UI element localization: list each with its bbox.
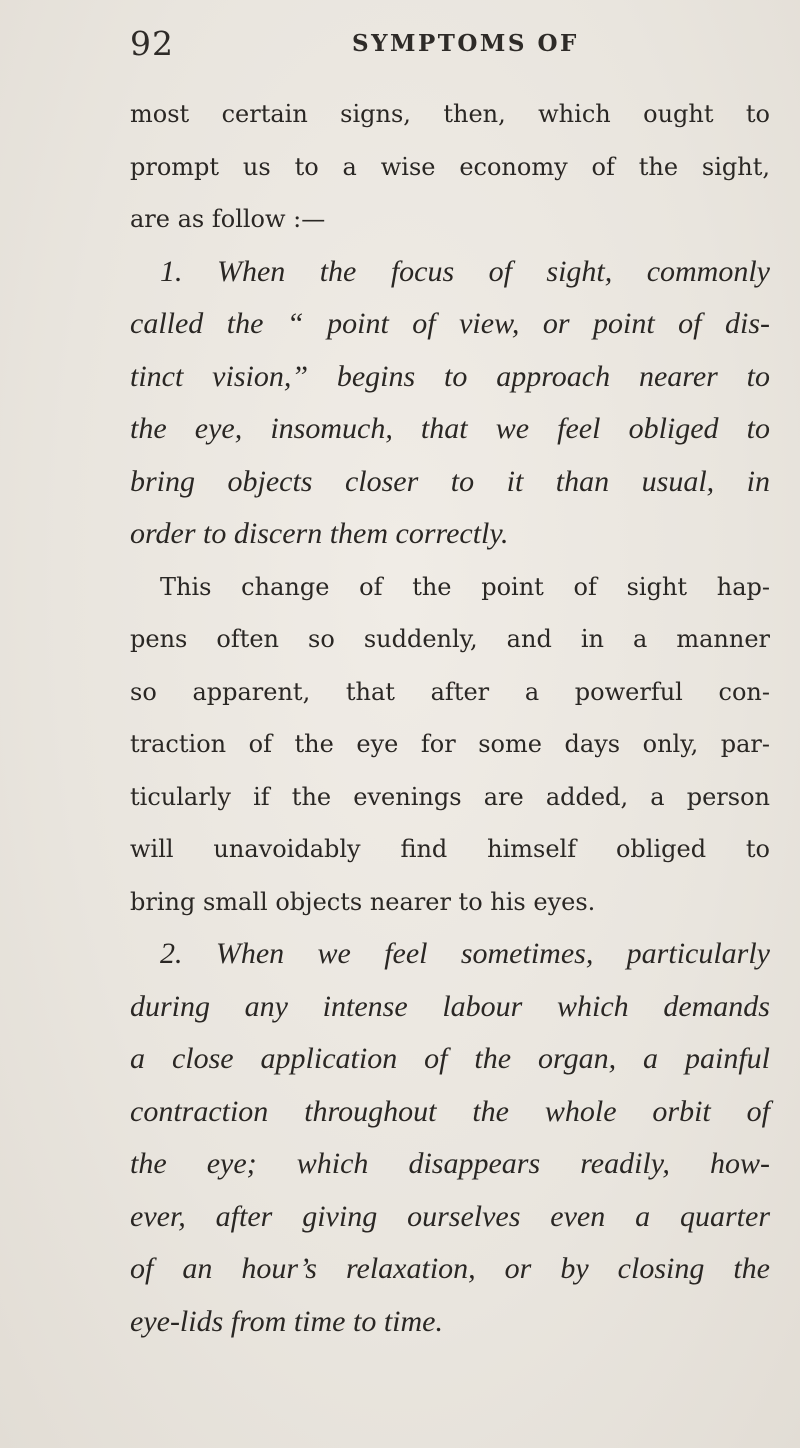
text-line: most certain signs, then, which ought to: [130, 100, 770, 128]
text-line: called the “ point of view, or point of dis-: [130, 307, 770, 340]
text-line: pens often so suddenly, and in a manner: [130, 625, 770, 653]
body-text: [130, 88, 770, 1348]
text-line: the eye, insomuch, that we feel obliged to: [130, 412, 770, 445]
page-number: 92: [130, 24, 174, 63]
text-line: so apparent, that after a powerful con-: [130, 677, 770, 706]
text-line: ticularly if the evenings are added, a person: [130, 782, 770, 811]
text-line: 1. When the focus of sight, commonly: [160, 254, 770, 288]
text-line: bring objects closer to it than usual, in: [130, 464, 770, 498]
text-line: tinct vision,” begins to approach nearer to: [130, 359, 770, 393]
text-line: during any intense labour which demands: [130, 989, 770, 1023]
text-line: of an hour’s relaxation, or by closing the: [130, 1252, 770, 1285]
text-line: This change of the point of sight hap-: [160, 572, 770, 601]
text-line: bring small objects nearer to his eyes.: [130, 887, 596, 916]
text-line: ever, after giving ourselves even a quarter: [130, 1199, 770, 1233]
text-line: order to discern them correctly.: [130, 517, 509, 550]
text-line: a close application of the organ, a painful: [130, 1042, 770, 1075]
text-line: prompt us to a wise economy of the sight,: [130, 152, 770, 181]
text-line: 2. When we feel sometimes, particularly: [160, 937, 770, 970]
page-header: [0, 24, 800, 74]
text-line: the eye; which disappears readily, how-: [130, 1147, 770, 1180]
text-line: will unavoidably find himself obliged to: [130, 835, 770, 863]
running-head: SYMPTOMS OF: [352, 30, 579, 57]
text-line: contraction throughout the whole orbit of: [130, 1094, 770, 1128]
text-line: are as follow :—: [130, 205, 326, 233]
text-line: traction of the eye for some days only, par-: [130, 730, 770, 758]
text-line: eye-lids from time to time.: [130, 1304, 443, 1338]
